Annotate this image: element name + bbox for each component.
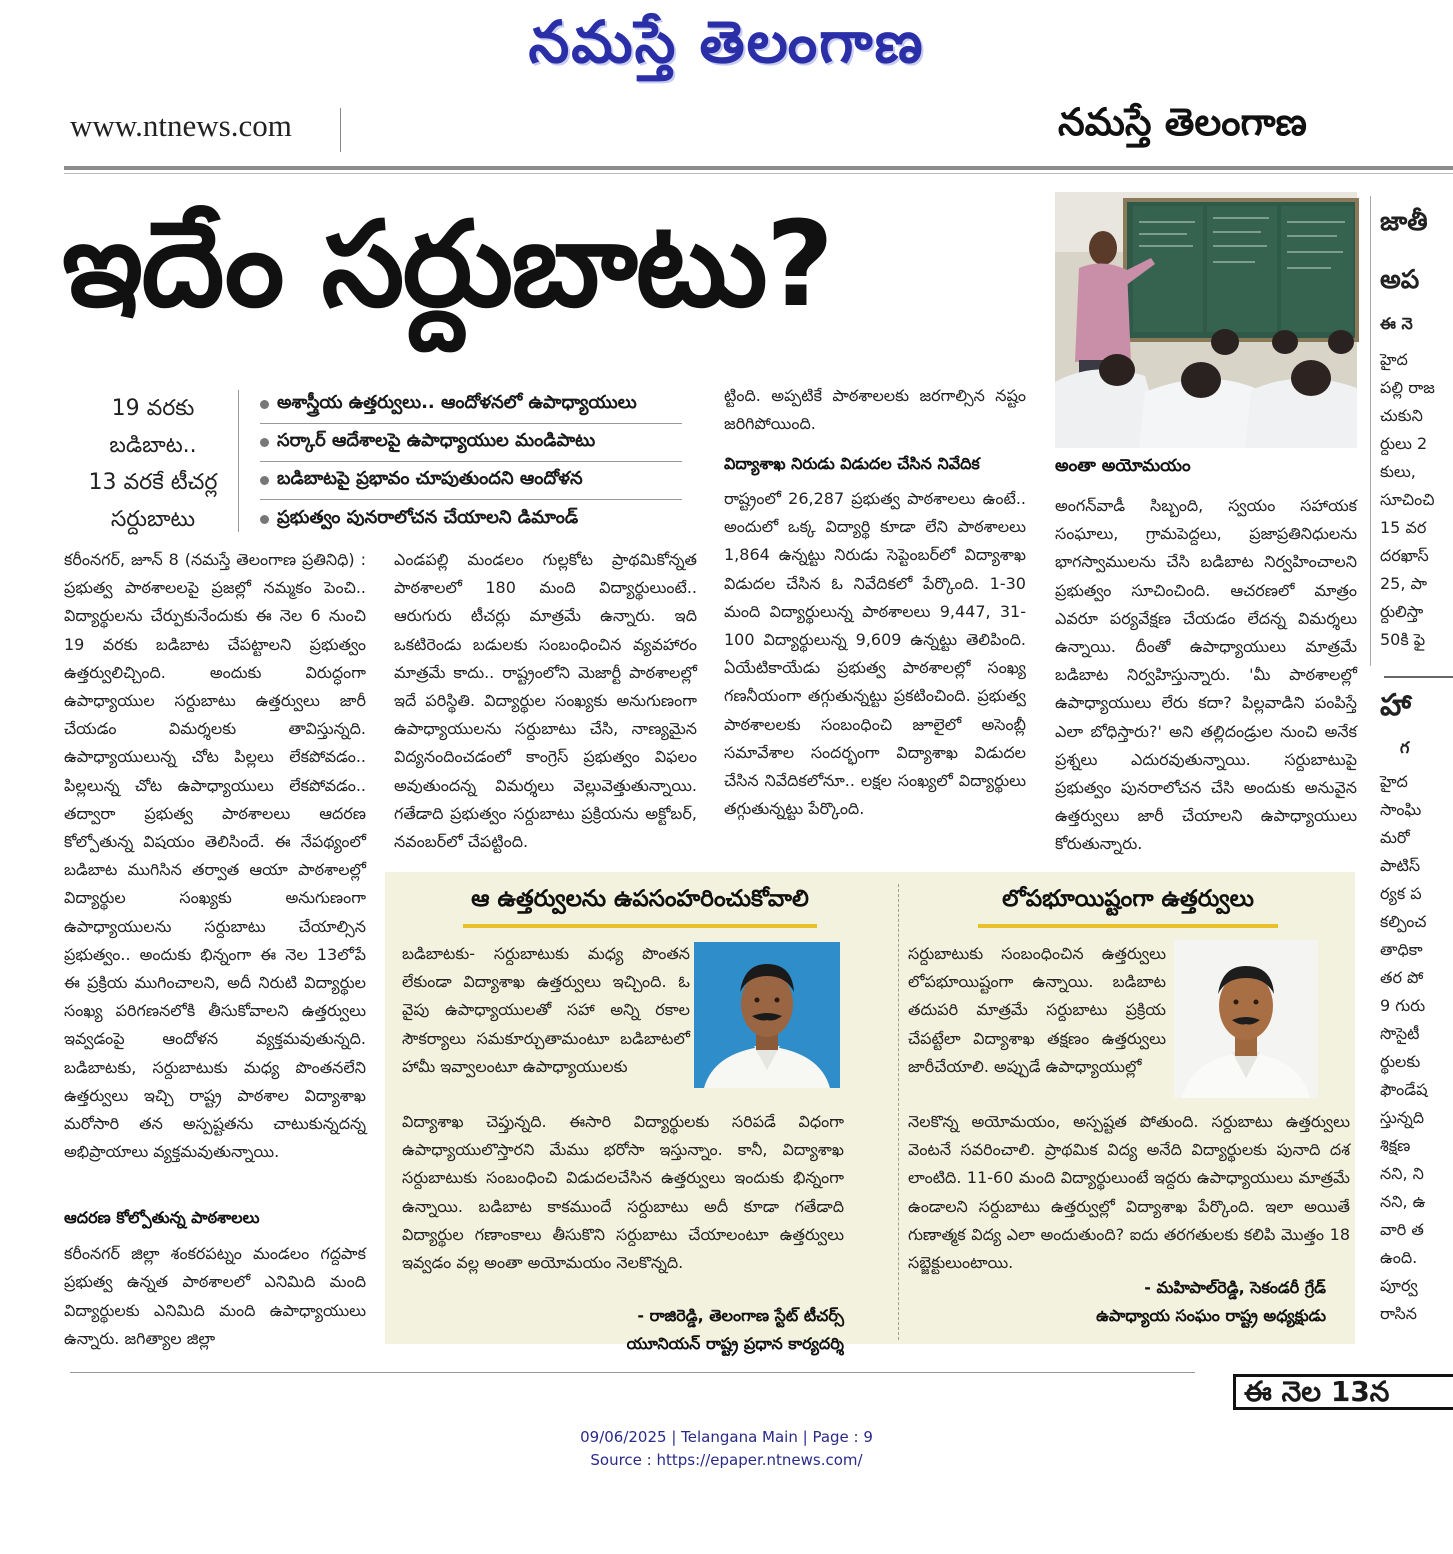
adjacent-line: వారి త <box>1380 1220 1424 1239</box>
portrait-rajireddy <box>694 942 840 1088</box>
signature-line: - మహిపాల్‌రెడ్డి, సెకండరీ గ్రేడ్ <box>1144 1278 1326 1297</box>
adjacent-line: కల్పించ <box>1380 912 1427 931</box>
column-divider <box>1370 196 1371 666</box>
adjacent-line: హైద <box>1380 772 1408 791</box>
bullet-list <box>260 386 682 538</box>
column-3-subhead: విద్యాశాఖ నిరుడు విడుదల చేసిన నివేదిక <box>724 454 980 473</box>
adjacent-line: రాసిన <box>1380 1304 1417 1323</box>
portrait-mahipalreddy <box>1174 940 1318 1098</box>
photo-caption: అంతా అయోమయం <box>1055 456 1191 476</box>
bullet-text: ప్రభుత్వం పునరాలోచన చేయాలని డిమాండ్ <box>277 506 579 528</box>
sidebar-divider <box>898 884 899 1340</box>
adjacent-line: పాటిస్ <box>1380 856 1421 875</box>
bullet-item <box>260 386 682 424</box>
adjacent-line: సూచించి <box>1380 490 1435 509</box>
adjacent-article-cutoff <box>1380 196 1453 1396</box>
adjacent-line: ఫౌండేష <box>1380 1080 1428 1099</box>
adjacent-line: సొసైటీ <box>1380 1024 1420 1043</box>
adjacent-line: పూర్వ <box>1380 1276 1418 1295</box>
adjacent-text-2 <box>1380 768 1453 1328</box>
sidebar-left-body-continued: విద్యాశాఖ చెప్తున్నది. ఈసారి విద్యార్థులకు సరిపడే విధంగా ఉపాధ్యాయులొస్తారని మేము భరోసా ఇస్తున్నాం. కానీ, విద్యాశాఖ సర్దుబాటుకు సంబంధించి విడుదలచేసిన ఉత్తర్వులు ఇందుకు భిన్నంగా ఉన్నాయి. బడిబాట కాకముందే సర్దుబాటు అదీ కూడా గతేడాది విద్యార్థుల గణాంకాలు తీసుకొని సర్దుబాటు చేయాలంటూ ఉత్తర్వులు ఇవ్వడం వల్ల అంతా అయోమయం నెలకొన్నది. <box>402 1112 844 1273</box>
adjacent-line: ర్థులకు <box>1380 1052 1421 1071</box>
bullet-dot-icon <box>260 515 269 524</box>
sidebar-right-title: లోపభూయిష్టంగా ఉత్తర్వులు <box>1002 886 1254 912</box>
sidebar-left-title: ఆ ఉత్తర్వులను ఉపసంహరించుకోవాలి <box>471 886 809 912</box>
column-4-body: అంగన్‌వాడీ సిబ్బంది, స్వయం సహాయక సంఘాలు, గ్రామపెద్దలు, ప్రజాప్రతినిధులను భాగస్వాములను చేసి బడిబాట నిర్వహించాలని ప్రభుత్వం సూచించింది. ఆచరణలో మాత్రం ఎవరూ పర్యవేక్షణ చేయడం లేదన్న విమర్శలు ఉన్నాయి. దీంతో ఉపాధ్యాయులు మాత్రమే బడిబాట నిర్వహిస్తున్నారు. 'మీ పాఠశాలల్లో ఉపాధ్యాయులు లేరు కదా? పిల్లవాడిని పంపిస్తే ఎలా బోధిస్తారు?' అని తల్లిదండ్రుల నుంచి అనేక ప్రశ్నలు ఎదురవుతున్నాయి. సర్దుబాటుపై ప్రభుత్వం పునరాలోచన చేసి అందుకు అనువైన ఉత్తర్వులు జారీ చేయాలని ఉపాధ్యాయులు కోరుతున్నారు. <box>1055 496 1357 854</box>
bullet-item <box>260 462 682 500</box>
footer-source: Source : https://epaper.ntnews.com/ <box>590 1451 863 1469</box>
bullet-text: అశాస్త్రీయ ఉత్తర్వులు.. ఆందోళనలో ఉపాధ్యాయులు <box>277 392 637 413</box>
article-column-3 <box>724 382 1026 851</box>
classroom-photo <box>1055 192 1357 448</box>
bullet-dot-icon <box>260 476 269 485</box>
adjacent-line: తాధికా <box>1380 940 1423 959</box>
url-divider <box>340 108 341 152</box>
adjacent-line: పల్లి రాజ <box>1380 378 1435 397</box>
adjacent-line: 25, పా <box>1380 574 1428 593</box>
adjacent-rule <box>1384 676 1453 678</box>
article-column-1 <box>64 546 366 1554</box>
bullet-text: బడిబాటపై ప్రభావం చూపుతుందని ఆందోళన <box>277 468 583 489</box>
adjacent-line: తర పో <box>1380 968 1424 987</box>
column-3-body: రాష్ట్రంలో 26,287 ప్రభుత్వ పాఠశాలలు ఉంటే.. అందులో ఒక్క విద్యార్థి కూడా లేని పాఠశాలలు 1,864 ఉన్నట్టు నిరుడు సెప్టెంబర్‌లో విద్యాశాఖ విడుదల చేసిన ఓ నివేదికలో పేర్కొంది. 1-30 మంది విద్యార్థులున్న పాఠశాలలు 9,447, 31-100 విద్యార్థులున్న 9,609 ఉన్నట్టు తెలిపింది. ఏయేటికాయేడు ప్రభుత్వ పాఠశాలల్లో సంఖ్య గణనీయంగా తగ్గుతున్నట్టు ప్రకటించింది. ప్రభుత్వ పాఠశాలలకు సంబంధించి జూలైలో అసెంబ్లీ సమావేశాల సందర్భంగా విద్యాశాఖ విడుదల చేసిన నివేదికలోనూ.. లక్షల సంఖ్యలో విద్యార్థులు తగ్గుతున్నట్టు పేర్కొంది. <box>724 489 1026 819</box>
signature-line: ఉపాధ్యాయ సంఘం రాష్ట్ర అధ్యక్షుడు <box>1096 1306 1326 1325</box>
site-url: www.ntnews.com <box>70 108 292 143</box>
next-article-teaser: ఈ నెల 13న <box>1233 1374 1453 1410</box>
deck-line: 19 వరకు <box>111 396 195 421</box>
footer-date-page: 09/06/2025 | Telangana Main | Page : 9 <box>580 1428 873 1446</box>
article-column-2: ఎండపల్లి మండలం గుల్లకోట ప్రాథమికోన్నత పాఠశాలలో 180 మంది విద్యార్థులుంటే.. ఆరుగురు టీచర్లు మాత్రమే ఉన్నారు. ఇది ఒకటిరెండు బడులకు సంబంధించిన వ్యవహారం మాత్రమే కాదు.. రాష్ట్రంలోని మెజార్టీ పాఠశాలల్లో ఇదే పరిస్థితి. విద్యార్థుల సంఖ్యకు అనుగుణంగా ఉపాధ్యాయులను సర్దుబాటు చేసి, నాణ్యమైన విద్యనందించడంలో కాంగ్రెస్ ప్రభుత్వం విఫలం అవుతుందన్న విమర్శలు వెల్లువెత్తుతున్నాయి. గతేడాది ప్రభుత్వం సర్దుబాటు ప్రక్రియను అక్టోబర్, నవంబర్‌లో చేపట్టింది. <box>394 550 697 852</box>
sidebar-right-body: సర్దుబాటుకు సంబంధించిన ఉత్తర్వులు లోపభూయిష్టంగా ఉన్నాయి. బడిబాట తదుపరి మాత్రమే సర్దుబాటు ప్రక్రియ చేపట్టేలా విద్యాశాఖ తక్షణం ఉత్తర్వులు జారీచేయాలి. అప్పుడే ఉపాధ్యాయుల్లో <box>908 944 1166 1076</box>
column-1-body-2: కరీంనగర్ జిల్లా శంకరపట్నం మండలం గద్దపాక ప్రభుత్వ ఉన్నత పాఠశాలలో ఎనిమిది మంది విద్యార్థులకు ఎనిమిది మంది ఉపాధ్యాయులు ఉన్నారు. జగిత్యాల జిల్లా <box>64 1244 366 1348</box>
adjacent-line: చుకుని <box>1380 406 1423 425</box>
column-1-body: కరీంనగర్, జూన్ 8 (నమస్తే తెలంగాణ ప్రతినిధి) : ప్రభుత్వ పాఠశాలలపై ప్రజల్లో నమ్మకం పెంచి.. విద్యార్థులను చేర్పుకునేందుకు ఈ నెల 6 నుంచి 19 వరకు బడిబాట చేపట్టాలని ప్రభుత్వం ఉత్తర్వులిచ్చింది. అందుకు విరుద్ధంగా ఉపాధ్యాయుల సర్దుబాటు ఉత్తర్వులు జారీ చేయడం విమర్శలకు తావిస్తున్నది. ఉపాధ్యాయులున్న చోట పిల్లలు లేకపోవడం.. పిల్లలున్న చోట ఉపాధ్యాయులు లేకపోవడం.. తద్వారా ప్రభుత్వ పాఠశాలలు ఆదరణ కోల్పోతున్న విషయం తెలిసిందే. ఈ నేపథ్యంలో బడిబాట ముగిసిన తర్వాత ఆయా పాఠశాలల్లో విద్యార్థుల సంఖ్యకు అనుగుణంగా ఉపాధ్యాయులను సర్దుబాటు చేయాల్సిన ప్రభుత్వం.. అందుకు భిన్నంగా ఈ నెల 13లోపే ఈ ప్రక్రియ ముగించాలని, అదీ నిరుటి విద్యార్థుల సంఖ్య పరిగణనలోకి తీసుకోవాలని ఉత్తర్వులు ఇవ్వడంపై ఆందోళన వ్యక్తమవుతున్నది. బడిబాటకు, సర్దుబాటుకు మధ్య పొంతనలేని ఉత్తర్వులు ఇచ్చి రాష్ట్ర పాఠశాల విద్యాశాఖ మరోసారి తన అస్పష్టతను చాటుకున్నదన్న అభిప్రాయాలు వ్యక్తమవుతున్నాయి. <box>64 550 366 1162</box>
adjacent-line: 15 వర <box>1380 518 1427 537</box>
header-rule-thin <box>64 173 1453 174</box>
adjacent-line: సాంఘి <box>1380 800 1422 819</box>
bottom-rule <box>70 1372 1195 1373</box>
sidebar-left-signature <box>402 1302 844 1358</box>
portrait-rajireddy-image <box>694 942 840 1088</box>
adjacent-line: హైద <box>1380 350 1408 369</box>
article-column-4 <box>1055 456 1357 858</box>
signature-line: - రాజిరెడ్డి, తెలంగాణ స్టేట్ టీచర్స్ <box>637 1306 844 1325</box>
header-rule <box>64 166 1453 170</box>
sidebar-left-title-block <box>395 886 885 928</box>
adjacent-line: స్తున్నది <box>1380 1108 1425 1127</box>
adjacent-line: దరఖాస్ <box>1380 546 1429 565</box>
adjacent-line: కులు, <box>1380 462 1416 481</box>
column-1-subhead: ఆదరణ కోల్పోతున్న పాఠశాలలు <box>64 1208 260 1227</box>
sidebar-right-title-block <box>908 886 1348 928</box>
adjacent-subhead: ఈ నె <box>1380 314 1413 333</box>
adjacent-text <box>1380 346 1453 654</box>
adjacent-line: ఉంది. <box>1380 1248 1418 1267</box>
adjacent-line: 9 గురు <box>1380 996 1426 1015</box>
deck <box>64 390 242 538</box>
classroom-illustration <box>1055 192 1357 448</box>
masthead-logo: నమస్తే తెలంగాణ <box>528 8 925 76</box>
headline: ఇదేం సర్దుబాటు? <box>62 195 833 333</box>
sidebar-right-signature <box>908 1274 1326 1330</box>
bullet-dot-icon <box>260 438 269 447</box>
bullet-item <box>260 424 682 462</box>
deck-line: సర్దుబాటు <box>110 507 196 532</box>
adjacent-line: ర్దులిస్తా <box>1380 602 1424 621</box>
adjacent-headline-3: హా <box>1380 688 1411 723</box>
adjacent-subhead-2: గ <box>1400 738 1410 757</box>
adjacent-line: నని, ని <box>1380 1164 1424 1183</box>
page-brand: నమస్తే తెలంగాణ <box>1058 100 1307 144</box>
signature-line: యూనియన్ రాష్ట్ర ప్రధాన కార్యదర్శి <box>626 1334 844 1353</box>
sidebar-right-body-continued: నెలకొన్న అయోమయం, అస్పష్టత పోతుంది. సర్దుబాటు ఉత్తర్వులు వెంటనే సవరించాలి. ప్రాథమిక విద్య అనేది విద్యార్థులకు పునాది దశ లాంటిది. 11-60 మంది విద్యార్థులుంటే ఇద్దరు ఉపాధ్యాయులు మాత్రమే ఉండాలని సర్దుబాటు ఉత్తర్వుల్లో విద్యాశాఖ పేర్కొంది. ఇలా అయితే గుణాత్మక విద్య ఎలా అందుతుంది? ఐదు తరగతులకు కలిపి మొత్తం 18 సబ్జెక్టులుంటాయి. <box>908 1112 1350 1273</box>
adjacent-headline-2: అప <box>1380 265 1420 295</box>
adjacent-line: మరో <box>1380 828 1410 847</box>
bullet-text: సర్కార్ ఆదేశాలపై ఉపాధ్యాయుల మండిపాటు <box>277 430 596 451</box>
deck-divider <box>238 390 239 532</box>
deck-line: బడిబాట.. <box>109 433 197 458</box>
adjacent-line: నని, ఉ <box>1380 1192 1426 1211</box>
deck-line: 13 వరకే టీచర్ల <box>88 470 218 495</box>
sidebar-left-title-underline <box>463 924 817 928</box>
adjacent-line: శిక్షణ <box>1380 1136 1411 1155</box>
column-3-body-top: ట్టింది. అప్పటికే పాఠశాలలకు జరగాల్సిన నష్టం జరిగిపోయింది. <box>724 386 1026 434</box>
adjacent-headline-1: జాతీ <box>1380 207 1428 237</box>
adjacent-line: 50కి ఫై <box>1380 630 1426 649</box>
bullet-dot-icon <box>260 400 269 409</box>
sidebar-right-title-underline <box>978 924 1278 928</box>
sidebar-left-body: బడిబాటకు- సర్దుబాటుకు మధ్య పొంతన లేకుండా విద్యాశాఖ ఉత్తర్వులు ఇచ్చింది. ఓ వైపు ఉపాధ్యాయులతో సహా అన్ని రకాల సౌకర్యాలు సమకూర్చుతామంటూ బడిబాటలో హామీ ఇవ్వాలంటూ ఉపాధ్యాయులకు <box>402 944 690 1076</box>
adjacent-line: ర్దులు 2 <box>1380 434 1428 453</box>
bullet-item <box>260 500 682 538</box>
adjacent-line: ర్యక ప <box>1380 884 1422 903</box>
portrait-mahipalreddy-image <box>1174 940 1318 1098</box>
